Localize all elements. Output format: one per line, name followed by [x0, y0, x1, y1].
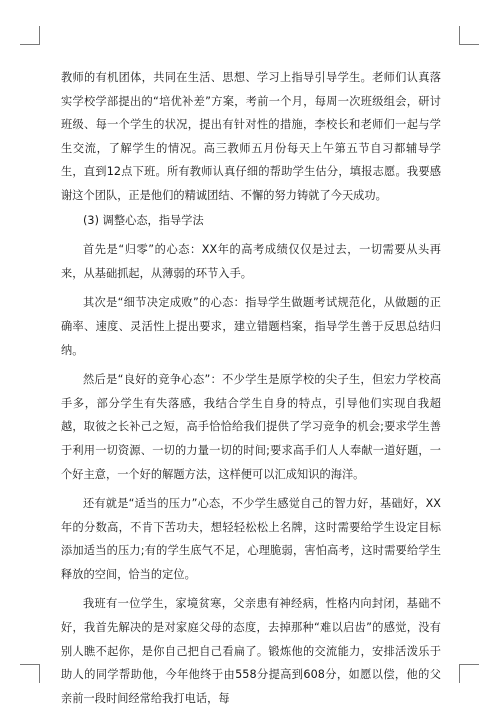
crop-mark-bottom-left-vertical	[39, 664, 40, 683]
paragraph-pressure-mindset: 还有就是“适当的压力”心态，不少学生感觉自己的智力好，基础好，XX年的分数高，不肯下苦功夫，想轻轻松松上名牌，这时需要给学生设定目标添加适当的压力;有的学生底气不足，心理脆弱，害怕高考，这时需要给学生释放的空间，恰当的定位。	[61, 497, 441, 581]
paragraph-student-story: 我班有一位学生，家境贫寒，父亲患有神经病，性格内向封闭，基础不好，我首先解决的是对家庭父母的态度，去掉那种“难以启齿”的感觉，没有别人瞧不起你，是你自己把自己看扁了。锻炼他的交流能力，安排活泼乐于助人的同学帮助他，今年他终于由558分提高到608分，如愿以偿，他的父亲前一段时间经常给我打电话，每	[61, 597, 441, 705]
crop-mark-bottom-right-horizontal	[459, 664, 479, 665]
document-body	[61, 66, 441, 710]
crop-mark-top-right-horizontal	[459, 44, 479, 45]
crop-mark-bottom-right-vertical	[459, 664, 460, 683]
crop-mark-top-left-vertical	[39, 26, 40, 45]
section-heading-adjust-mindset: (3) 调整心态，指导学法	[83, 213, 204, 227]
crop-mark-top-left-horizontal	[20, 44, 40, 45]
paragraph-team: 教师的有机团体，共同在生活、思想、学习上指导引导学生。老师们认真落实学校学部提出的“培优补差”方案，考前一个月，每周一次班级组会，研讨班级、每一个学生的状况，提出有针对性的措施，李校长和老师们一起与学生交流，了解学生的情况。高三教师五月份每天上午第五节自习都辅导学生，直到12点下班。所有教师认真仔细的帮助学生估分，填报志愿。我要感谢这个团队，正是他们的精诚团结、不懈的努力铸就了今天成功。	[61, 71, 441, 202]
crop-mark-bottom-left-horizontal	[20, 664, 40, 665]
paragraph-competition-mindset: 然后是“良好的竞争心态”：不少学生是原学校的尖子生，但宏力学校高手多，部分学生有失落感，我结合学生自身的特点，引导他们实现自我超越，取彼之长补己之短，高手恰恰给我们提供了学习竞争的机会;要求学生善于利用一切资源、一切的力量一切的时间;要求高手们人人奉献一道好题，一个好主意，一个好的解题方法，这样便可以汇成知识的海洋。	[61, 373, 441, 481]
paragraph-reset-mindset: 首先是“归零”的心态：XX年的高考成绩仅仅是过去，一切需要从头再来，从基础抓起，从薄弱的环节入手。	[61, 243, 441, 280]
crop-mark-top-right-vertical	[459, 26, 460, 45]
paragraph-details-mindset: 其次是“细节决定成败”的心态：指导学生做题考试规范化，从做题的正确率、速度、灵活性上提出要求，建立错题档案，指导学生善于反思总结归纳。	[61, 296, 441, 357]
